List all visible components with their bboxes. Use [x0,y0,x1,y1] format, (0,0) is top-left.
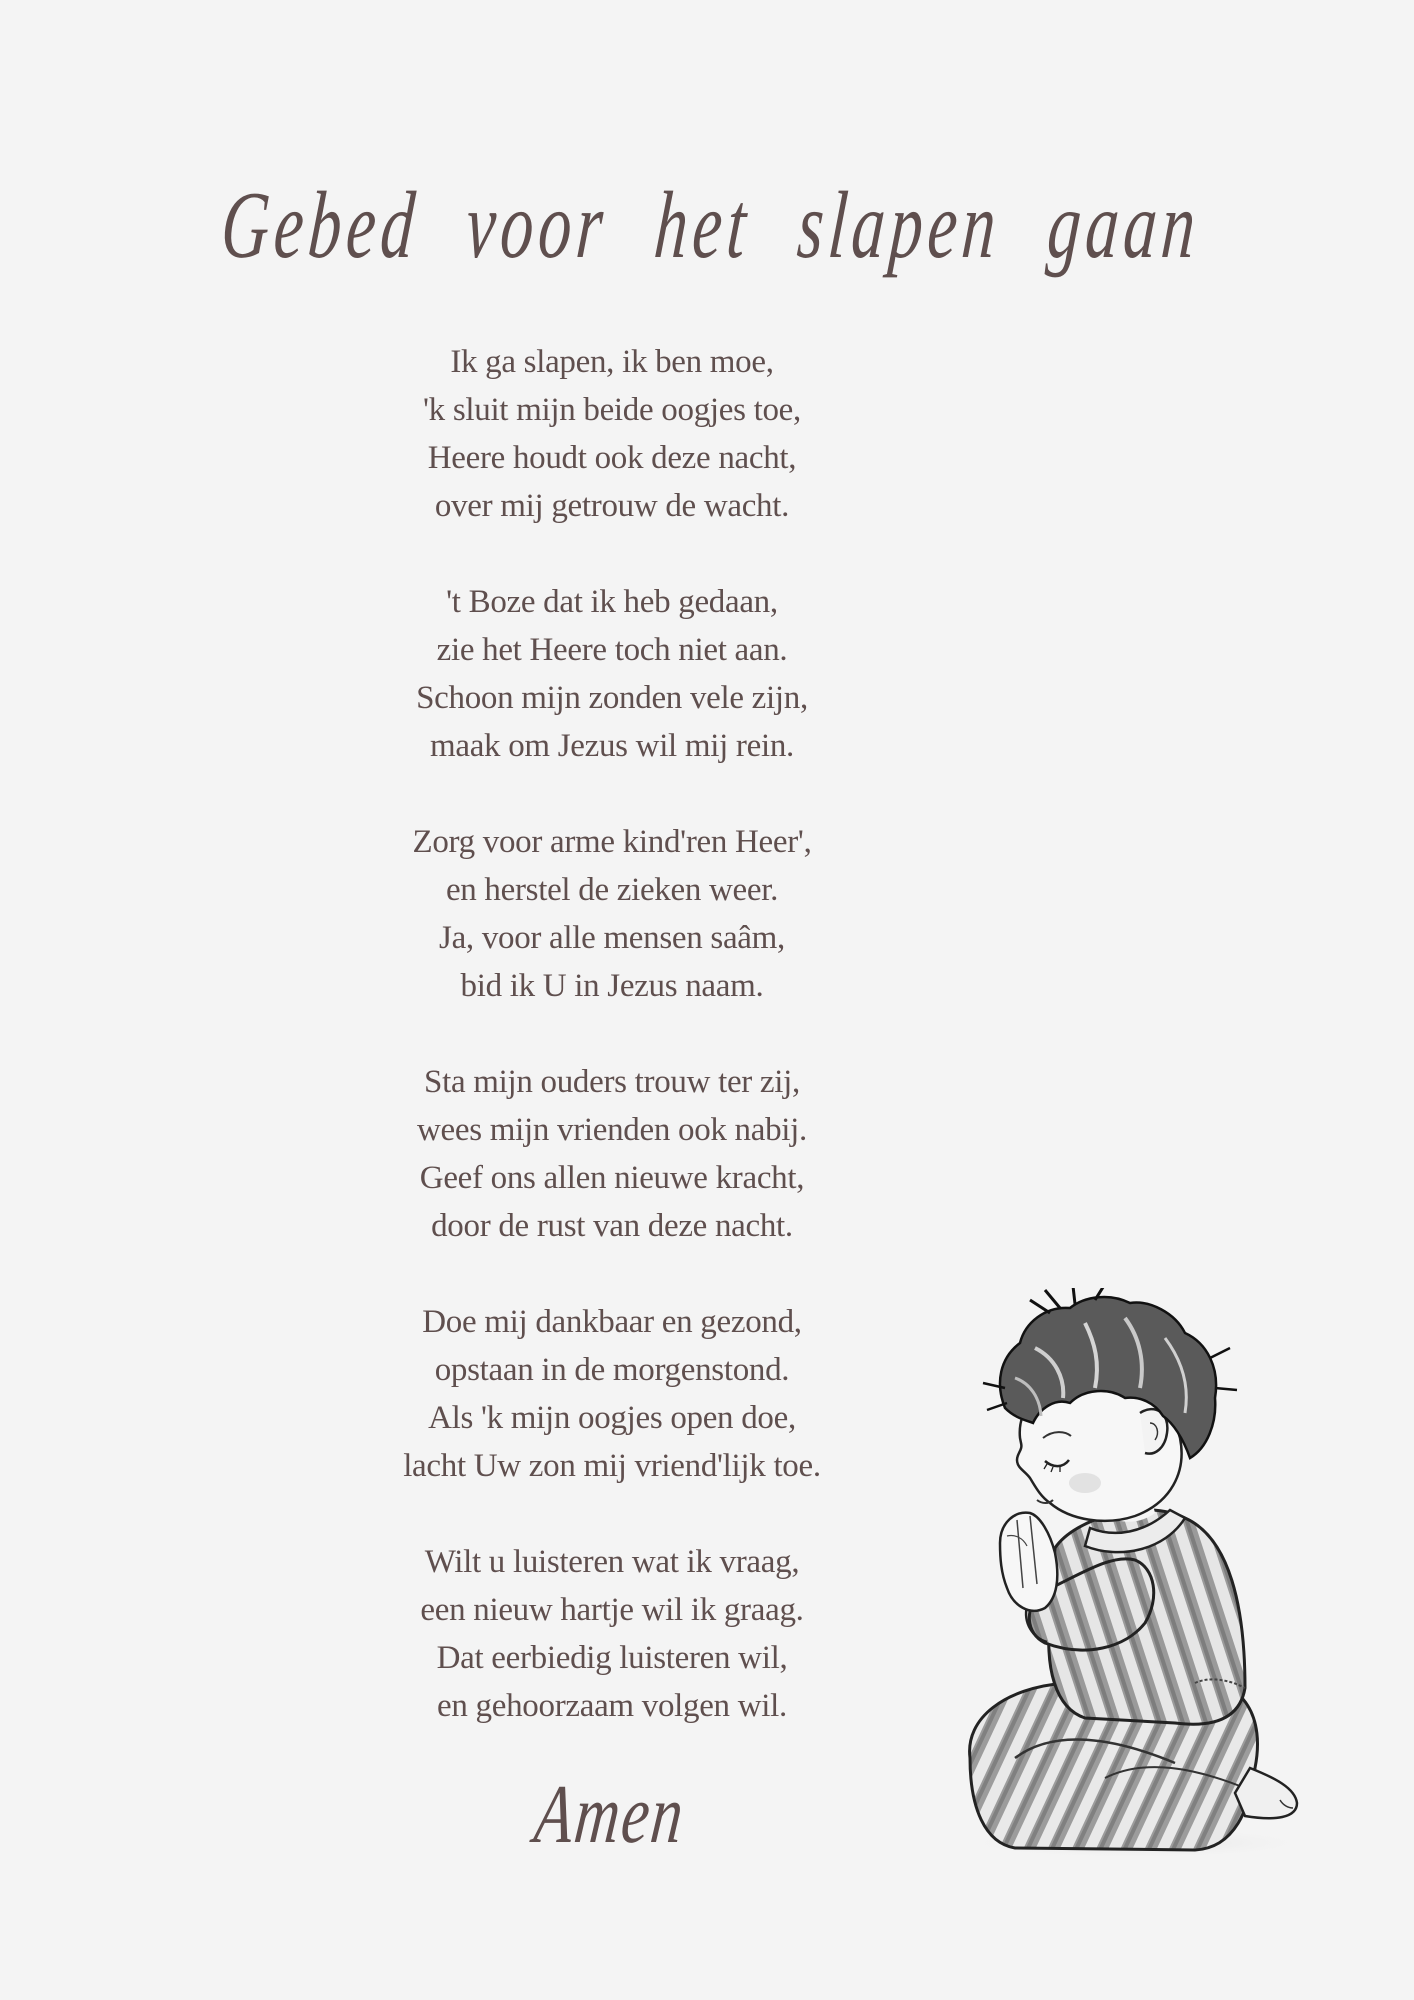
poem-line: Ik ga slapen, ik ben moe, [450,344,774,380]
stanza-3 [300,818,924,1010]
poem-line: opstaan in de morgenstond. [434,1352,790,1388]
poem-line: door de rust van deze nacht. [431,1208,793,1244]
poem-line: Schoon mijn zonden vele zijn, [416,680,808,716]
praying-child-illustration [945,1288,1305,1863]
stanza-1 [300,338,924,530]
poem [300,338,924,1778]
stanza-6 [300,1538,924,1730]
stanza-2 [300,578,924,770]
poem-line: over mij getrouw de wacht. [434,488,790,524]
poem-line: wees mijn vrienden ook nabij. [417,1112,807,1148]
poem-line: Wilt u luisteren wat ik vraag, [424,1544,800,1580]
poem-line: en gehoorzaam volgen wil. [437,1688,787,1724]
poem-line: 't Boze dat ik heb gedaan, [446,584,778,620]
page-title: Gebed voor het slapen gaan [217,172,1204,279]
praying-child-icon [945,1288,1305,1863]
closing-amen: Amen [530,1769,690,1861]
stanza-5 [300,1298,924,1490]
poem-line: Zorg voor arme kind'ren Heer', [412,824,812,860]
poem-line: Dat eerbiedig luisteren wil, [436,1640,788,1676]
poem-line: Ja, voor alle mensen saâm, [439,920,785,956]
poem-line: een nieuw hartje wil ik graag. [420,1592,804,1628]
poem-line: zie het Heere toch niet aan. [436,632,788,668]
poem-line: lacht Uw zon mij vriend'lijk toe. [403,1448,821,1484]
poem-line: maak om Jezus wil mij rein. [430,728,794,764]
poem-line: 'k sluit mijn beide oogjes toe, [423,392,801,428]
poem-line: en herstel de zieken weer. [445,872,779,908]
stanza-4 [300,1058,924,1250]
poem-line: Als 'k mijn oogjes open doe, [428,1400,796,1436]
poem-line: Geef ons allen nieuwe kracht, [419,1160,805,1196]
poem-line: Heere houdt ook deze nacht, [427,440,797,476]
poem-line: Doe mij dankbaar en gezond, [422,1304,802,1340]
poem-line: Sta mijn ouders trouw ter zij, [424,1064,800,1100]
poem-line: bid ik U in Jezus naam. [460,968,764,1004]
